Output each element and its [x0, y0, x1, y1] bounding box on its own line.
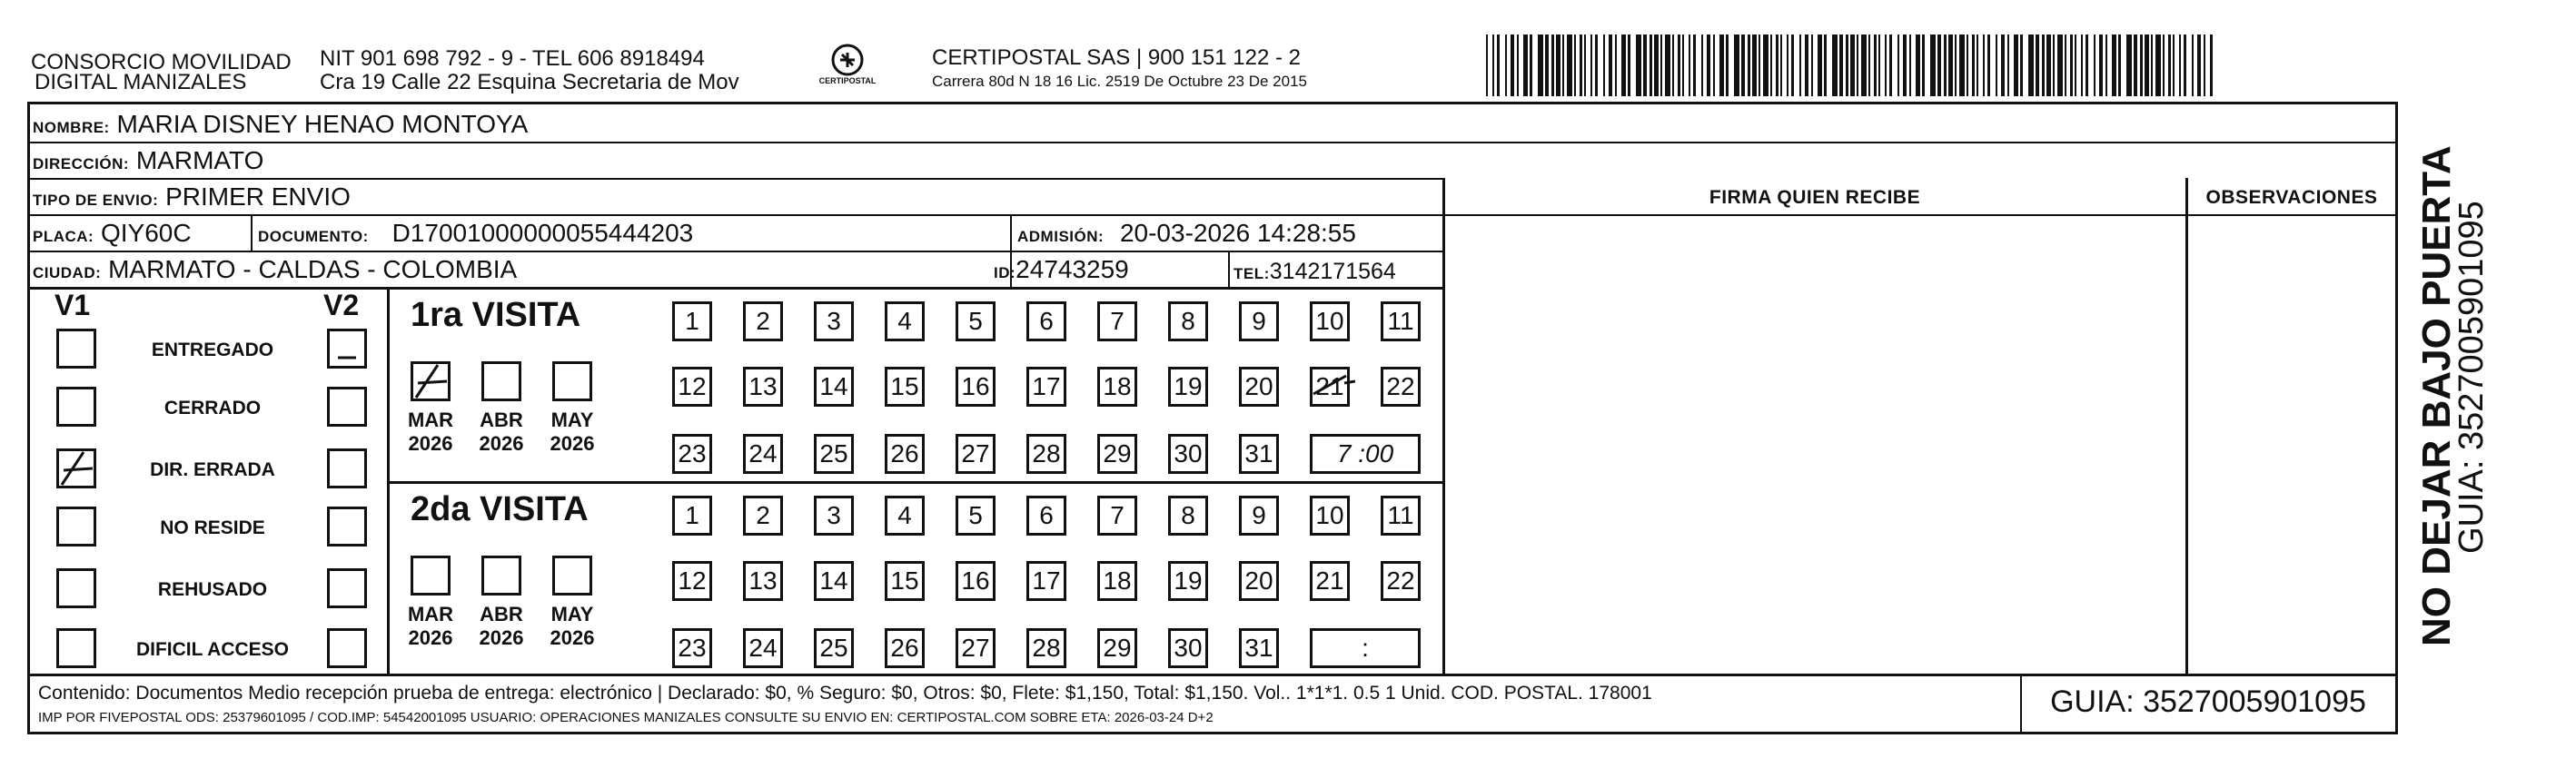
- documento-label: DOCUMENTO:: [258, 228, 369, 245]
- day-box[interactable]: 15: [885, 561, 925, 601]
- certipostal-logo: [816, 40, 879, 94]
- frame-right: [2395, 102, 2398, 734]
- placa-cell: [33, 218, 192, 252]
- admision-label: ADMISIÓN:: [1017, 228, 1105, 245]
- certipostal-address: Carrera 80d N 18 16 Lic. 2519 De Octubre 23 De 2015: [932, 73, 1307, 90]
- barcode-bar: [1903, 34, 1907, 96]
- barcode-bar: [1780, 34, 1782, 96]
- v2-checkbox[interactable]: [327, 329, 367, 369]
- barcode-bar: [1770, 34, 1772, 96]
- year-label: 2026: [479, 432, 524, 455]
- barcode-bar: [1776, 34, 1778, 96]
- company-address: Cra 19 Calle 22 Esquina Secretaria de Mov: [320, 70, 739, 94]
- barcode-bar: [2065, 34, 2066, 96]
- barcode-bar: [1713, 34, 1715, 96]
- barcode-bar: [1486, 34, 1488, 96]
- barcode-bar: [2075, 34, 2076, 96]
- day-box[interactable]: 4: [885, 496, 925, 536]
- day-box[interactable]: 30: [1168, 628, 1208, 668]
- v2-header: V2: [323, 289, 360, 321]
- year-label: 2026: [408, 626, 453, 649]
- row-tipo-envio: [33, 182, 351, 216]
- v2-checkbox[interactable]: [327, 448, 367, 488]
- day-box[interactable]: 20: [1239, 367, 1279, 407]
- barcode-bar: [1922, 34, 1925, 96]
- barcode-bar: [2057, 34, 2063, 96]
- barcode-bar: [2105, 34, 2107, 96]
- day-box[interactable]: 14: [814, 367, 854, 407]
- day-box[interactable]: 19: [1168, 561, 1208, 601]
- barcode-bar: [2163, 34, 2165, 96]
- barcode-bar: [2204, 34, 2205, 96]
- row-direccion: [33, 145, 263, 180]
- month-checkbox[interactable]: [481, 361, 521, 401]
- barcode-bar: [1763, 34, 1769, 96]
- frame-left: [27, 102, 30, 734]
- admision-cell: [1017, 218, 1356, 252]
- day-box[interactable]: 10: [1310, 496, 1350, 536]
- sig-header-sep: [1444, 214, 2398, 216]
- barcode-bar: [1868, 34, 1870, 96]
- barcode-bar: [1643, 34, 1647, 96]
- day-box[interactable]: 24: [743, 628, 783, 668]
- day-box[interactable]: 29: [1097, 434, 1137, 474]
- barcode-bar: [2001, 34, 2005, 96]
- barcode-bar: [1701, 34, 1703, 96]
- barcode-bar: [1574, 34, 1576, 96]
- v2-checkbox[interactable]: [327, 507, 367, 546]
- barcode-bar: [1909, 34, 1911, 96]
- month-checkbox[interactable]: [411, 361, 451, 401]
- barcode-bar: [1707, 34, 1710, 96]
- documento-value: D17001000000055444203: [391, 219, 694, 247]
- barcode-bar: [1996, 34, 1997, 96]
- barcode-bar: [1590, 34, 1592, 96]
- barcode-bar: [2155, 34, 2161, 96]
- footer-guia: GUIA: 3527005901095: [2050, 684, 2366, 719]
- day-box[interactable]: 28: [1026, 628, 1066, 668]
- barcode-bar: [1937, 34, 1941, 96]
- check-mark-icon: [327, 329, 367, 369]
- observaciones-header: OBSERVACIONES: [2205, 187, 2378, 208]
- barcode-bar: [1878, 34, 1880, 96]
- day-box[interactable]: 22: [1381, 367, 1421, 407]
- no-dejar-bajo-puerta: NO DEJAR BAJO PUERTA: [2414, 145, 2459, 646]
- col-sep: [1442, 178, 1445, 675]
- barcode-bar: [2192, 34, 2194, 96]
- barcode-bar: [1846, 34, 1848, 96]
- barcode-bar: [1839, 34, 1843, 96]
- company-name-line1: CONSORCIO MOVILIDAD: [31, 50, 292, 74]
- barcode-bar: [1556, 34, 1560, 96]
- direccion-value: MARMATO: [135, 146, 264, 174]
- barcode-bar: [1897, 34, 1899, 96]
- barcode-bar: [1636, 34, 1641, 96]
- day-box[interactable]: 1: [672, 496, 712, 536]
- day-box[interactable]: 8: [1168, 496, 1208, 536]
- barcode-bar: [2168, 34, 2171, 96]
- barcode-bar: [1497, 34, 1500, 96]
- ciudad-cell: [33, 254, 517, 289]
- barcode-bar: [1595, 34, 1598, 96]
- barcode-bar: [1530, 34, 1532, 96]
- day-box[interactable]: 31: [1239, 628, 1279, 668]
- day-box[interactable]: 15: [885, 367, 925, 407]
- barcode-bar: [2094, 34, 2095, 96]
- signature-area[interactable]: [1446, 218, 2184, 672]
- barcode-bar: [1492, 34, 1494, 96]
- admision-value: 20-03-2026 14:28:55: [1119, 219, 1356, 247]
- status-label: REHUSADO: [157, 579, 268, 600]
- barcode-bar: [1811, 34, 1813, 96]
- day-box[interactable]: 30: [1168, 434, 1208, 474]
- barcode-bar: [1523, 34, 1528, 96]
- firma-header: FIRMA QUIEN RECIBE: [1709, 187, 1921, 208]
- footer-sep: [27, 674, 2398, 676]
- day-box[interactable]: 20: [1239, 561, 1279, 601]
- barcode-bar: [2210, 34, 2213, 96]
- frame-top: [27, 102, 2398, 104]
- year-label: 2026: [408, 432, 453, 455]
- barcode-bar: [2145, 34, 2149, 96]
- v1-header: V1: [54, 289, 91, 321]
- day-box[interactable]: 14: [814, 561, 854, 601]
- day-box[interactable]: 19: [1168, 367, 1208, 407]
- status-label: DIFICIL ACCESO: [135, 639, 289, 660]
- barcode-bar: [1609, 34, 1612, 96]
- day-box[interactable]: 18: [1097, 367, 1137, 407]
- tipo-envio-label: TIPO DE ENVIO:: [33, 192, 159, 209]
- v1-checkbox[interactable]: [56, 568, 96, 608]
- day-box[interactable]: 12: [672, 561, 712, 601]
- barcode-bar: [1930, 34, 1936, 96]
- day-box[interactable]: 2: [743, 496, 783, 536]
- barcode-bar: [1967, 34, 1968, 96]
- month-label: ABR: [480, 409, 523, 431]
- barcode-bar: [1672, 34, 1674, 96]
- barcode-bar: [2118, 34, 2121, 96]
- barcode-bar: [1580, 34, 1582, 96]
- day-box[interactable]: 26: [885, 628, 925, 668]
- day-box[interactable]: 25: [814, 434, 854, 474]
- barcode-bar: [1983, 34, 1985, 96]
- day-box[interactable]: 28: [1026, 434, 1066, 474]
- day-box[interactable]: 31: [1239, 434, 1279, 474]
- time-box[interactable]: 7 :00: [1310, 434, 1421, 474]
- month-label: MAY: [550, 603, 594, 625]
- year-label: 2026: [550, 432, 595, 455]
- status-label: ENTREGADO: [151, 340, 274, 360]
- barcode-bar: [1799, 34, 1801, 96]
- barcode-bar: [2046, 34, 2051, 96]
- day-box[interactable]: 6: [1026, 496, 1066, 536]
- day-box[interactable]: 5: [956, 301, 996, 341]
- day-box[interactable]: 21: [1310, 367, 1350, 407]
- barcode-bar: [1654, 34, 1659, 96]
- footer-contenido: Contenido: Documentos Medio recepción prueba de entrega: electrónico | Declarado: $0, % Seguro: $0, Otros: $0, Flete: $1,150, Total: $1,150. Vol.. 1*1*1. 0.5 1 Unid. COD. POSTAL. 178001: [38, 683, 1652, 704]
- visit-title: 1ra VISITA: [411, 296, 581, 334]
- barcode-bar: [1787, 34, 1788, 96]
- v1-checkbox[interactable]: [56, 329, 96, 369]
- col-sep: [2185, 178, 2188, 675]
- barcode-bar: [2086, 34, 2088, 96]
- strike-mark-icon: [1310, 367, 1355, 407]
- barcode-bar: [1987, 34, 1990, 96]
- day-box[interactable]: 4: [885, 301, 925, 341]
- barcode-bar: [2070, 34, 2073, 96]
- day-box[interactable]: 25: [814, 628, 854, 668]
- barcode-bar: [1805, 34, 1808, 96]
- barcode-bar: [1885, 34, 1887, 96]
- visit-title: 2da VISITA: [411, 490, 589, 528]
- v2-checkbox[interactable]: [327, 387, 367, 427]
- documento-cell: [258, 218, 693, 252]
- barcode-bar: [2007, 34, 2009, 96]
- year-label: 2026: [479, 626, 524, 649]
- footer-imp: IMP POR FIVEPOSTAL ODS: 25379601095 / COD.IMP: 54542001095 USUARIO: OPERACIONES MANIZALES CONSULTE SU ENVIO EN: CERTIPOSTAL.COM SOBRE ETA: 2026-03-24 D+2: [38, 710, 1214, 725]
- time-box[interactable]: :: [1310, 628, 1421, 668]
- company-nit: NIT 901 698 792 - 9 - TEL 606 8918494: [320, 46, 705, 71]
- barcode-bar: [1889, 34, 1892, 96]
- day-box[interactable]: 9: [1239, 301, 1279, 341]
- day-box[interactable]: 2: [743, 301, 783, 341]
- barcode-bar: [2014, 34, 2018, 96]
- barcode-bar: [1948, 34, 1953, 96]
- day-box[interactable]: 13: [743, 367, 783, 407]
- visit-sep: [387, 481, 1444, 484]
- day-box[interactable]: 5: [956, 496, 996, 536]
- barcode-bar: [1861, 34, 1867, 96]
- barcode: [1486, 34, 2213, 96]
- tel-label: TEL:: [1234, 265, 1270, 282]
- day-box[interactable]: 21: [1310, 561, 1350, 601]
- id-cell: [994, 254, 1129, 289]
- day-box[interactable]: 3: [814, 301, 854, 341]
- barcode-bar: [1584, 34, 1586, 96]
- day-box[interactable]: 23: [672, 434, 712, 474]
- barcode-bar: [1726, 34, 1729, 96]
- tel-value: 3142171564: [1269, 259, 1396, 284]
- check-mark-icon: [411, 361, 451, 401]
- barcode-bar: [1562, 34, 1564, 96]
- barcode-bar: [1665, 34, 1670, 96]
- barcode-bar: [1972, 34, 1975, 96]
- barcode-bar: [2081, 34, 2083, 96]
- barcode-bar: [1741, 34, 1745, 96]
- day-box[interactable]: 17: [1026, 367, 1066, 407]
- barcode-bar: [2028, 34, 2034, 96]
- barcode-bar: [1650, 34, 1652, 96]
- barcode-bar: [2020, 34, 2023, 96]
- barcode-bar: [1615, 34, 1617, 96]
- id-label: ID:: [994, 264, 1016, 281]
- barcode-bar: [1944, 34, 1947, 96]
- day-box[interactable]: 24: [743, 434, 783, 474]
- v2-checkbox[interactable]: [327, 568, 367, 608]
- side-guia: GUIA: 3527005901095: [2452, 201, 2491, 554]
- barcode-bar: [1916, 34, 1920, 96]
- tipo-envio-value: PRIMER ENVIO: [165, 182, 351, 211]
- day-box[interactable]: 10: [1310, 301, 1350, 341]
- day-box[interactable]: 16: [956, 367, 996, 407]
- id-value: 24743259: [1016, 255, 1129, 283]
- barcode-bar: [1678, 34, 1680, 96]
- barcode-bar: [1545, 34, 1549, 96]
- v1-checkbox[interactable]: [56, 628, 96, 668]
- status-label: DIR. ERRADA: [150, 459, 275, 480]
- barcode-bar: [1748, 34, 1750, 96]
- logo-text: CERTIPOSTAL: [818, 76, 877, 85]
- barcode-bar: [1511, 34, 1514, 96]
- day-box[interactable]: 17: [1026, 561, 1066, 601]
- ciudad-label: CIUDAD:: [33, 264, 102, 281]
- day-box[interactable]: 16: [956, 561, 996, 601]
- barcode-bar: [1505, 34, 1507, 96]
- day-box[interactable]: 7: [1097, 301, 1137, 341]
- month-label: ABR: [480, 603, 523, 625]
- day-box[interactable]: 11: [1381, 301, 1421, 341]
- day-box[interactable]: 8: [1168, 301, 1208, 341]
- col-sep: [1228, 251, 1230, 289]
- day-box[interactable]: 27: [956, 434, 996, 474]
- day-box[interactable]: 12: [672, 367, 712, 407]
- barcode-bar: [1734, 34, 1739, 96]
- direccion-label: DIRECCIÓN:: [33, 155, 130, 172]
- frame-bottom: [27, 732, 2398, 734]
- year-label: 2026: [550, 626, 595, 649]
- v2-checkbox[interactable]: [327, 628, 367, 668]
- barcode-bar: [2099, 34, 2103, 96]
- barcode-bar: [1850, 34, 1855, 96]
- month-label: MAY: [550, 409, 594, 431]
- barcode-bar: [1621, 34, 1626, 96]
- barcode-bar: [1818, 34, 1822, 96]
- barcode-bar: [1857, 34, 1858, 96]
- company-name-line2: DIGITAL MANIZALES: [35, 70, 247, 94]
- nombre-label: NOMBRE:: [33, 119, 110, 136]
- barcode-bar: [2151, 34, 2153, 96]
- month-label: MAR: [407, 603, 454, 625]
- month-checkbox[interactable]: [552, 361, 592, 401]
- month-checkbox[interactable]: [411, 556, 451, 596]
- barcode-bar: [2134, 34, 2137, 96]
- certipostal-logo-icon: [816, 40, 879, 94]
- status-label: NO RESIDE: [160, 517, 265, 538]
- barcode-bar: [2126, 34, 2132, 96]
- barcode-bar: [1538, 34, 1543, 96]
- day-box[interactable]: 22: [1381, 561, 1421, 601]
- barcode-bar: [1693, 34, 1696, 96]
- barcode-bar: [1959, 34, 1965, 96]
- barcode-bar: [1603, 34, 1605, 96]
- day-box[interactable]: 13: [743, 561, 783, 601]
- day-box[interactable]: 29: [1097, 628, 1137, 668]
- barcode-bar: [1791, 34, 1794, 96]
- barcode-bar: [1832, 34, 1838, 96]
- month-checkbox[interactable]: [481, 556, 521, 596]
- status-label: CERRADO: [163, 398, 262, 418]
- barcode-bar: [1628, 34, 1630, 96]
- barcode-bar: [2053, 34, 2055, 96]
- placa-label: PLACA:: [33, 228, 94, 245]
- barcode-bar: [2140, 34, 2143, 96]
- nombre-value: MARIA DISNEY HENAO MONTOYA: [116, 110, 529, 138]
- barcode-bar: [1977, 34, 1978, 96]
- barcode-bar: [2042, 34, 2045, 96]
- tel-cell: [1234, 256, 1396, 290]
- barcode-bar: [1660, 34, 1662, 96]
- barcode-bar: [1551, 34, 1554, 96]
- day-box[interactable]: 1: [672, 301, 712, 341]
- barcode-bar: [1517, 34, 1519, 96]
- barcode-bar: [2036, 34, 2039, 96]
- ciudad-value: MARMATO - CALDAS - COLOMBIA: [108, 255, 518, 283]
- day-box[interactable]: 27: [956, 628, 996, 668]
- barcode-bar: [1955, 34, 1957, 96]
- barcode-bar: [2173, 34, 2175, 96]
- day-box[interactable]: 18: [1097, 561, 1137, 601]
- placa-value: QIY60C: [101, 219, 192, 247]
- check-mark-icon: [56, 448, 96, 488]
- barcode-bar: [1689, 34, 1690, 96]
- observaciones-area[interactable]: [2189, 218, 2394, 672]
- v1-checkbox[interactable]: [56, 387, 96, 427]
- barcode-bar: [2179, 34, 2181, 96]
- row-nombre: [33, 109, 528, 143]
- day-box[interactable]: 26: [885, 434, 925, 474]
- barcode-bar: [1682, 34, 1684, 96]
- v1-checkbox[interactable]: [56, 507, 96, 546]
- day-box[interactable]: 11: [1381, 496, 1421, 536]
- certipostal-info: CERTIPOSTAL SAS | 900 151 122 - 2: [932, 45, 1301, 70]
- barcode-bar: [1759, 34, 1760, 96]
- barcode-bar: [1719, 34, 1724, 96]
- barcode-bar: [1567, 34, 1572, 96]
- barcode-bar: [2184, 34, 2186, 96]
- day-box[interactable]: 3: [814, 496, 854, 536]
- day-box[interactable]: 7: [1097, 496, 1137, 536]
- barcode-bar: [1874, 34, 1877, 96]
- day-box[interactable]: 23: [672, 628, 712, 668]
- barcode-bar: [2112, 34, 2116, 96]
- day-box[interactable]: 6: [1026, 301, 1066, 341]
- barcode-bar: [1824, 34, 1827, 96]
- col-sep: [251, 214, 253, 252]
- month-label: MAR: [407, 409, 454, 431]
- day-box[interactable]: 9: [1239, 496, 1279, 536]
- barcode-bar: [1752, 34, 1757, 96]
- month-checkbox[interactable]: [552, 556, 592, 596]
- v1-checkbox[interactable]: [56, 448, 96, 488]
- barcode-bar: [2197, 34, 2201, 96]
